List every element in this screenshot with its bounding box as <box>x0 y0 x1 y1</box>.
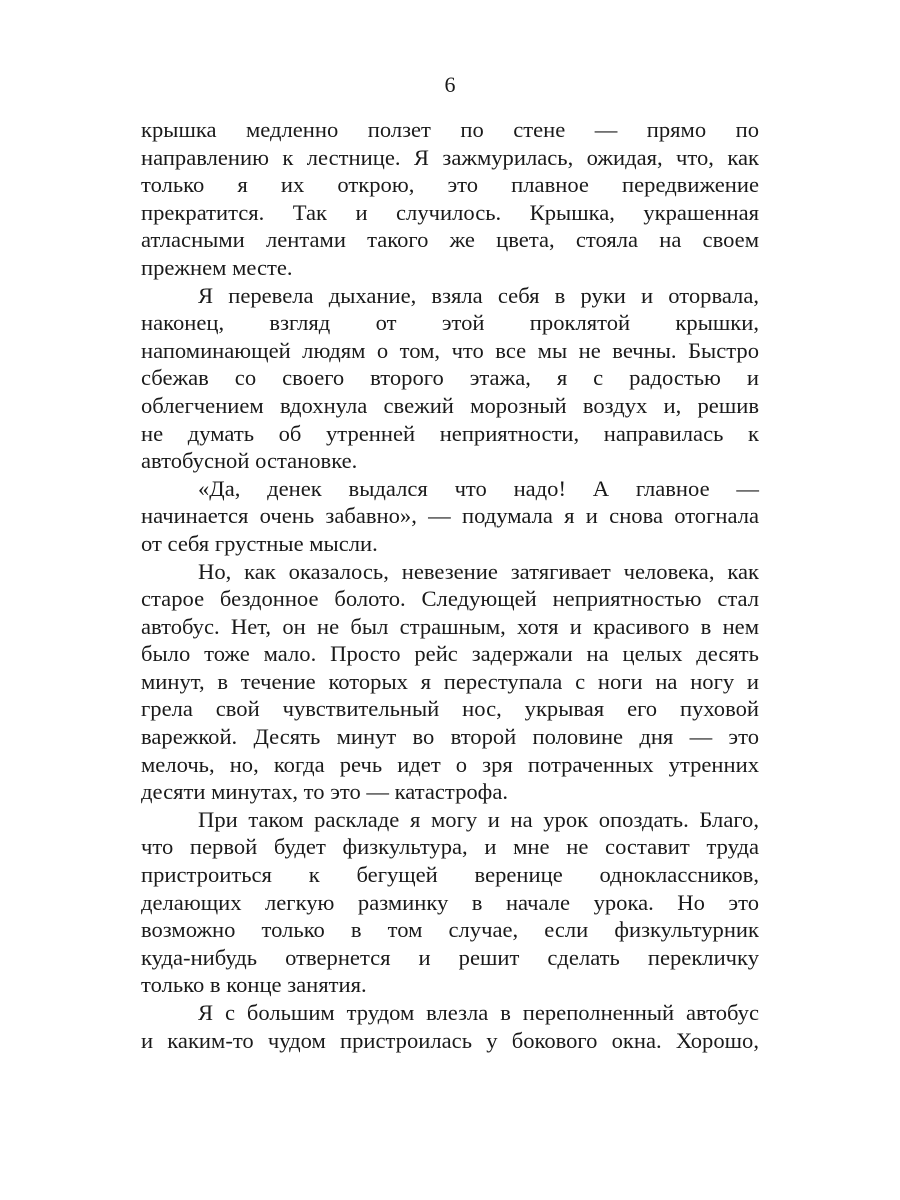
page-number: 6 <box>444 72 456 97</box>
paragraph <box>141 116 759 282</box>
paragraph <box>141 806 759 999</box>
paragraph <box>141 475 759 558</box>
text-line: направлению к лестнице. Я зажмурилась, ожидая, что, как <box>141 144 759 170</box>
text-line: автобус. Нет, он не был страшным, хотя и красивого в нем <box>141 613 759 639</box>
text-line: наконец, взгляд от этой проклятой крышки, <box>141 310 759 336</box>
text-line: возможно только в том случае, если физкультурник <box>141 917 759 943</box>
text-line: Но, как оказалось, невезение затягивает человека, как <box>198 558 759 584</box>
paragraph <box>141 558 759 806</box>
text-line: что первой будет физкультура, и мне не составит труда <box>141 834 759 860</box>
text-line: пристроиться к бегущей веренице одноклассников, <box>141 862 759 888</box>
text-line: Я перевела дыхание, взяла себя в руки и оторвала, <box>198 282 759 308</box>
text-line: мелочь, но, когда речь идет о зря потраченных утренних <box>141 751 759 777</box>
text-line: автобусной остановке. <box>141 448 358 474</box>
text-line: только я их открою, это плавное передвижение <box>141 172 759 198</box>
text-line: варежкой. Десять минут во второй половине дня — это <box>141 724 759 750</box>
text-line: и каким-то чудом пристроилась у бокового окна. Хорошо, <box>141 1027 759 1053</box>
text-line: прежнем месте. <box>141 254 293 280</box>
text-line: было тоже мало. Просто рейс задержали на целых десять <box>141 641 759 667</box>
text-line: не думать об утренней неприятности, направилась к <box>141 420 759 446</box>
paragraph <box>141 282 759 475</box>
text-line: напоминающей людям о том, что все мы не вечны. Быстро <box>141 337 759 363</box>
text-line: атласными лентами такого же цвета, стояла на своем <box>141 227 759 253</box>
text-line: минут, в течение которых я переступала с ноги на ногу и <box>141 668 759 694</box>
text-line: грела свой чувствительный нос, укрывая его пуховой <box>141 696 759 722</box>
text-line: При таком раскладе я могу и на урок опоздать. Благо, <box>198 806 759 832</box>
text-line: старое бездонное болото. Следующей неприятностью стал <box>141 586 759 612</box>
text-line: десяти минутах, то это — катастрофа. <box>141 779 508 805</box>
text-line: «Да, денек выдался что надо! А главное — <box>198 475 759 501</box>
page-text <box>141 116 759 1054</box>
text-line: куда-нибудь отвернется и решит сделать перекличку <box>141 944 759 970</box>
text-line: крышка медленно ползет по стене — прямо по <box>141 117 759 142</box>
text-line: начинается очень забавно», — подумала я и снова отогнала <box>141 503 759 529</box>
text-line: Я с большим трудом влезла в переполненный автобус <box>198 1000 759 1025</box>
text-line: облегчением вдохнула свежий морозный воздух и, решив <box>141 392 759 418</box>
text-line: от себя грустные мысли. <box>141 530 378 556</box>
text-line: сбежав со своего второго этажа, я с радостью и <box>141 365 759 391</box>
text-line: делающих легкую разминку в начале урока. Но это <box>141 889 759 915</box>
text-line: прекратится. Так и случилось. Крышка, украшенная <box>141 199 759 225</box>
paragraph <box>141 999 759 1054</box>
text-line: только в конце занятия. <box>141 972 367 998</box>
